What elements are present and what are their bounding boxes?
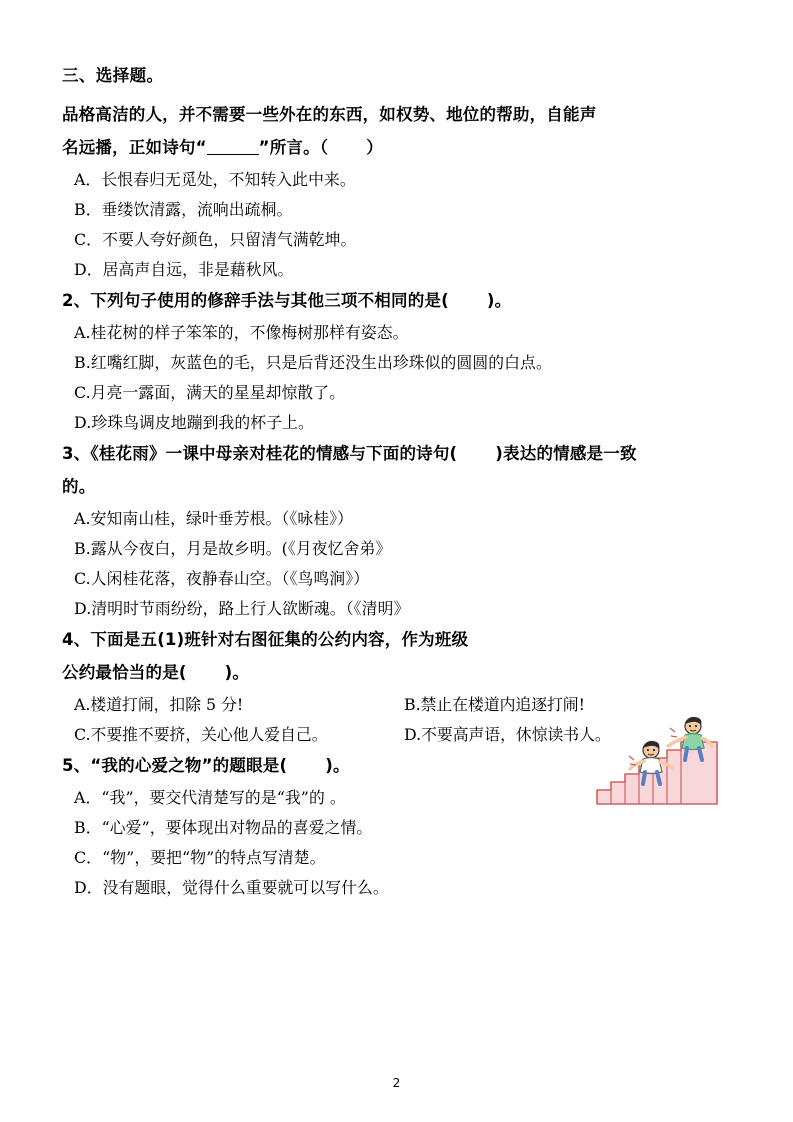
question-3-stem-mid: )表达的情感是一致 — [495, 444, 637, 463]
question-4-number: 4、 — [62, 630, 91, 649]
question-1-option-c[interactable]: C．不要人夸好颜色，只留清气满乾坤。 — [74, 230, 357, 249]
question-2-option-a[interactable]: A.桂花树的样子笨笨的，不像梅树那样有姿态。 — [74, 323, 409, 342]
question-2-option-d[interactable]: D.珍珠鸟调皮地蹦到我的杯子上。 — [74, 413, 314, 432]
question-4-stem-line1-text: 下面是五(1)班针对右图征集的公约内容，作为班级 — [90, 630, 469, 649]
students-on-stairs-illustration — [589, 716, 721, 808]
question-1-stem-line2-pre: 名远播，正如诗句“ — [62, 138, 207, 157]
question-2-number: 2、 — [62, 291, 91, 310]
question-1 — [62, 99, 721, 285]
question-5-number: 5、 — [62, 756, 91, 775]
question-4-option-c[interactable]: C.不要推不要挤，关心他人爱自己。 — [74, 725, 328, 744]
question-4-option-d[interactable]: D.不要高声语，休惊读书人。 — [404, 725, 611, 744]
question-5-option-d[interactable]: D．没有题眼，觉得什么重要就可以写什么。 — [74, 878, 389, 897]
question-5-option-c[interactable]: C．“物”，要把“物”的特点写清楚。 — [74, 848, 326, 867]
question-4-stem-line2-post: )。 — [224, 663, 250, 682]
question-3-option-b[interactable]: B.露从今夜白，月是故乡明。(《月夜忆舍弟》 — [74, 539, 392, 558]
question-1-option-b[interactable]: B．垂缕饮清露，流响出疏桐。 — [74, 200, 293, 219]
section-heading: 三、选择题。 — [62, 66, 164, 85]
question-1-stem-line1: 品格高洁的人，并不需要一些外在的东西，如权势、地位的帮助，自能声 — [62, 105, 597, 124]
question-2 — [62, 285, 721, 438]
question-1-stem-line2-end: ） — [366, 138, 383, 157]
question-5-stem-post: )。 — [325, 756, 350, 775]
question-3-option-a[interactable]: A.安知南山桂，绿叶垂芳根。（《咏桂》） — [74, 509, 354, 528]
question-3 — [62, 438, 721, 624]
question-2-stem-pre: 下列句子使用的修辞手法与其他三项不相同的是( — [90, 291, 449, 310]
question-4-option-b[interactable]: B.禁止在楼道内追逐打闹! — [404, 695, 585, 714]
question-4-stem-line2-pre: 公约最恰当的是( — [62, 663, 187, 682]
page-number: 2 — [392, 1076, 401, 1090]
question-4-stem-line2 — [62, 657, 542, 688]
question-4-option-a[interactable]: A.楼道打闹，扣除 5 分! — [74, 695, 244, 714]
question-3-stem-line2: 的。 — [62, 477, 96, 496]
question-3-stem-line1 — [62, 438, 721, 469]
question-2-option-b[interactable]: B.红嘴红脚，灰蓝色的毛，只是后背还没生出珍珠似的圆圆的白点。 — [74, 353, 552, 372]
question-4-stem-line1 — [62, 624, 542, 655]
question-2-stem-post: )。 — [486, 291, 512, 310]
question-3-option-d[interactable]: D.清明时节雨纷纷，路上行人欲断魂。（《清明》 — [74, 599, 410, 618]
question-5-stem-pre: “我的心爱之物”的题眼是( — [90, 756, 288, 775]
question-1-option-a[interactable]: A．长恨春归无觅处，不知转入此中来。 — [74, 170, 356, 189]
question-1-stem-line2-post: ”所言。（ — [258, 138, 329, 157]
question-1-option-d[interactable]: D．居高声自远，非是藉秋风。 — [74, 260, 294, 279]
question-3-stem-pre: 《桂花雨》一课中母亲对桂花的情感与下面的诗句( — [90, 444, 458, 463]
fill-blank[interactable] — [207, 154, 259, 155]
question-5-option-a[interactable]: A．“我”，要交代清楚写的是“我”的 。 — [74, 788, 346, 807]
question-5-option-b[interactable]: B．“心爱”，要体现出对物品的喜爱之情。 — [74, 818, 373, 837]
question-1-stem-line2 — [62, 132, 721, 163]
question-3-number: 3、 — [62, 444, 91, 463]
question-2-stem — [62, 285, 721, 316]
question-3-option-c[interactable]: C.人闲桂花落，夜静春山空。（《鸟鸣涧》） — [74, 569, 370, 588]
question-2-option-c[interactable]: C.月亮一露面，满天的星星却惊散了。 — [74, 383, 346, 402]
